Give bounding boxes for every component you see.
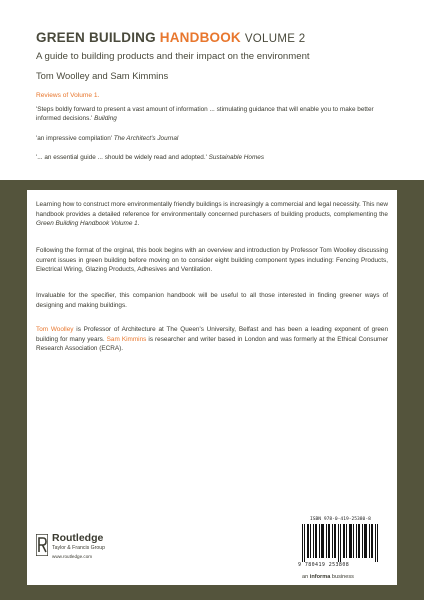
- title-volume: VOLUME 2: [244, 33, 306, 45]
- review-quote: '... an essential guide ... should be widely read and adopted.' Sustainable Homes: [36, 154, 265, 161]
- informa-business-tagline: an informa business: [302, 574, 354, 580]
- routledge-r-icon: [36, 534, 48, 556]
- review-source: Sustainable Homes: [208, 154, 265, 161]
- barcode-digits: 9 780419 253808: [298, 562, 350, 568]
- author-bios: Tom Woolley is Professor of Architecture at The Queen's University, Belfast and has been a leading exponent of green building for many years. Sam Kimmins is researcher and writer based in London and was formerly at the Ethical Consumer Research Association (ECRA).: [36, 326, 389, 353]
- title-main: GREEN BUILDING: [36, 30, 156, 45]
- book-subtitle: A guide to building products and their impact on the environment: [36, 51, 310, 62]
- review-source: Building: [94, 115, 117, 123]
- reviews-heading: Reviews of Volume 1.: [36, 92, 100, 99]
- title-accent: HANDBOOK: [159, 30, 241, 45]
- publisher-group: Taylor & Francis Group: [52, 545, 106, 551]
- review-quote: 'an impressive compilation' The Architect's Journal: [36, 135, 179, 142]
- publisher-logo: [36, 532, 146, 572]
- blurb-paragraph-3: Invaluable for the specifier, this companion handbook will be useful to all those interested in finding greener ways of designing and making buildings.: [36, 292, 388, 309]
- blurb-paragraph-1: Learning how to construct more environmentally friendly buildings is increasingly a commercial and legal necessity. This new handbook provides a detailed reference for environmentally concerned purchasers of building products, complementing the Green Building Handbook Volume 1.: [36, 201, 388, 228]
- isbn-label: ISBN 978-0-419-25380-8: [310, 517, 371, 522]
- publisher-url: www.routledge.com: [52, 554, 93, 559]
- book-authors: Tom Woolley and Sam Kimmins: [36, 70, 169, 81]
- blurb-paragraph-2: Following the format of the orginal, this book begins with an overview and introduction by Professor Tom Woolley discussing current issues in green building before moving on to consider eight building component types including: Fencing Products, Electrical Wiring, Glazing Products, Adhesives and Ventilation.: [36, 247, 388, 274]
- book-title: [36, 30, 305, 45]
- review-source: The Architect's Journal: [113, 135, 179, 142]
- barcode-icon: [298, 524, 384, 562]
- author-name: Sam Kimmins: [106, 335, 147, 343]
- author-name: Tom Woolley: [36, 326, 74, 333]
- review-quote: 'Steps boldly forward to present a vast amount of information ... stimulating guidance that will enable you to make better informed decisions.' Building: [36, 106, 374, 123]
- publisher-name: Routledge: [52, 532, 104, 544]
